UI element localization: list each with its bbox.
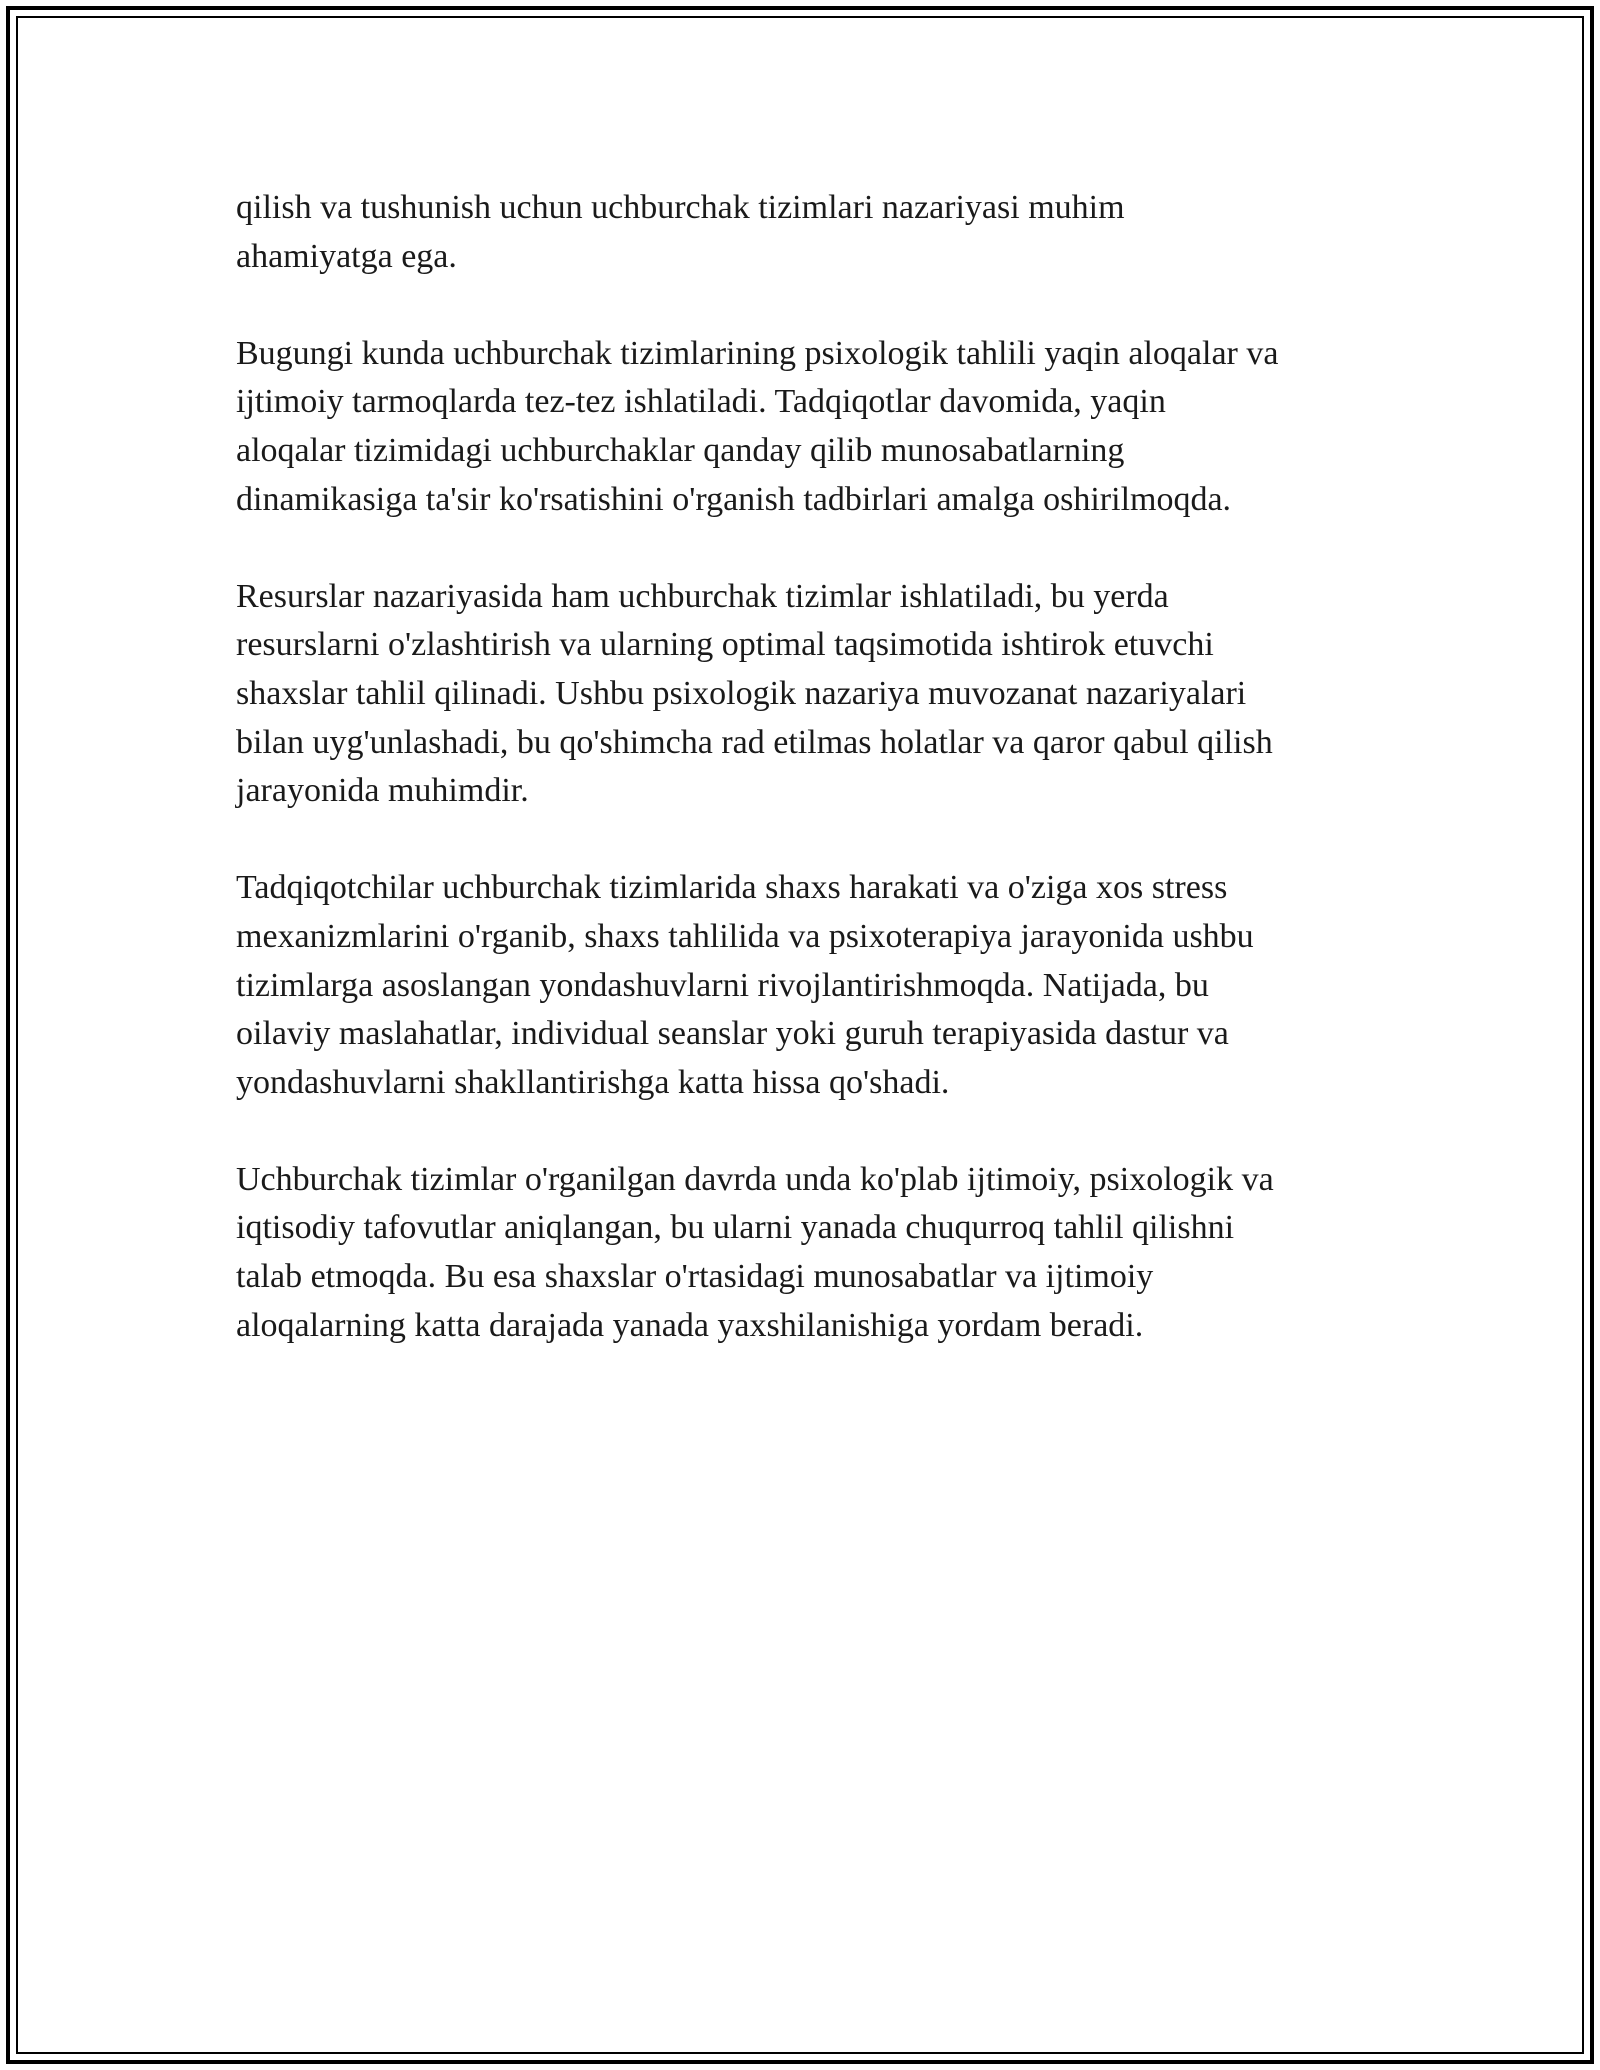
text-line: tizimlarga asoslangan yondashuvlarni rivojlantirishmoqda. Natijada, bu	[236, 966, 1209, 1004]
text-line: resurslarni o'zlashtirish va ularning optimal taqsimotida ishtirok etuvchi	[236, 626, 1214, 664]
text-line: jarayonida muhimdir.	[236, 772, 529, 810]
text-line: Tadqiqotchilar uchburchak tizimlarida shaxs harakati va o'ziga xos stress	[236, 869, 1228, 907]
text-line: qilish va tushunish uchun uchburchak tizimlari nazariyasi muhim	[236, 189, 1125, 226]
text-line: bilan uyg'unlashadi, bu qo'shimcha rad etilmas holatlar va qaror qabul qilish	[236, 723, 1273, 761]
document-body	[236, 184, 1366, 1399]
paragraph	[236, 184, 1366, 281]
text-line: shaxslar tahlil qilinadi. Ushbu psixologik nazariya muvozanat nazariyalari	[236, 674, 1247, 712]
text-line: aloqalarning katta darajada yanada yaxshilanishiga yordam beradi.	[236, 1306, 1144, 1344]
text-line: yondashuvlarni shakllantirishga katta hissa qo'shadi.	[236, 1063, 950, 1101]
paragraph	[236, 330, 1366, 524]
text-line: ijtimoiy tarmoqlarda tez-tez ishlatiladi. Tadqiqotlar davomida, yaqin	[236, 383, 1166, 421]
text-line: dinamikasiga ta'sir ko'rsatishini o'rganish tadbirlari amalga oshirilmoqda.	[236, 480, 1232, 518]
text-line: Uchburchak tizimlar o'rganilgan davrda unda ko'plab ijtimoiy, psixologik va	[236, 1160, 1274, 1198]
paragraph	[236, 864, 1366, 1107]
text-line: iqtisodiy tafovutlar aniqlangan, bu ularni yanada chuqurroq tahlil qilishni	[236, 1209, 1235, 1247]
text-line: mexanizmlarini o'rganib, shaxs tahlilida va psixoterapiya jarayonida ushbu	[236, 917, 1254, 955]
paragraph	[236, 1156, 1366, 1350]
text-line: oilaviy maslahatlar, individual seanslar yoki guruh terapiyasida dastur va	[236, 1015, 1229, 1053]
text-line: talab etmoqda. Bu esa shaxslar o'rtasidagi munosabatlar va ijtimoiy	[236, 1258, 1154, 1296]
text-line: ahamiyatga ega.	[236, 237, 457, 275]
text-line: aloqalar tizimidagi uchburchaklar qanday qilib munosabatlarning	[236, 431, 1125, 469]
paragraph	[236, 573, 1366, 816]
text-line: Bugungi kunda uchburchak tizimlarining psixologik tahlili yaqin aloqalar va	[236, 334, 1279, 372]
text-line: Resurslar nazariyasida ham uchburchak tizimlar ishlatiladi, bu yerda	[236, 577, 1169, 615]
